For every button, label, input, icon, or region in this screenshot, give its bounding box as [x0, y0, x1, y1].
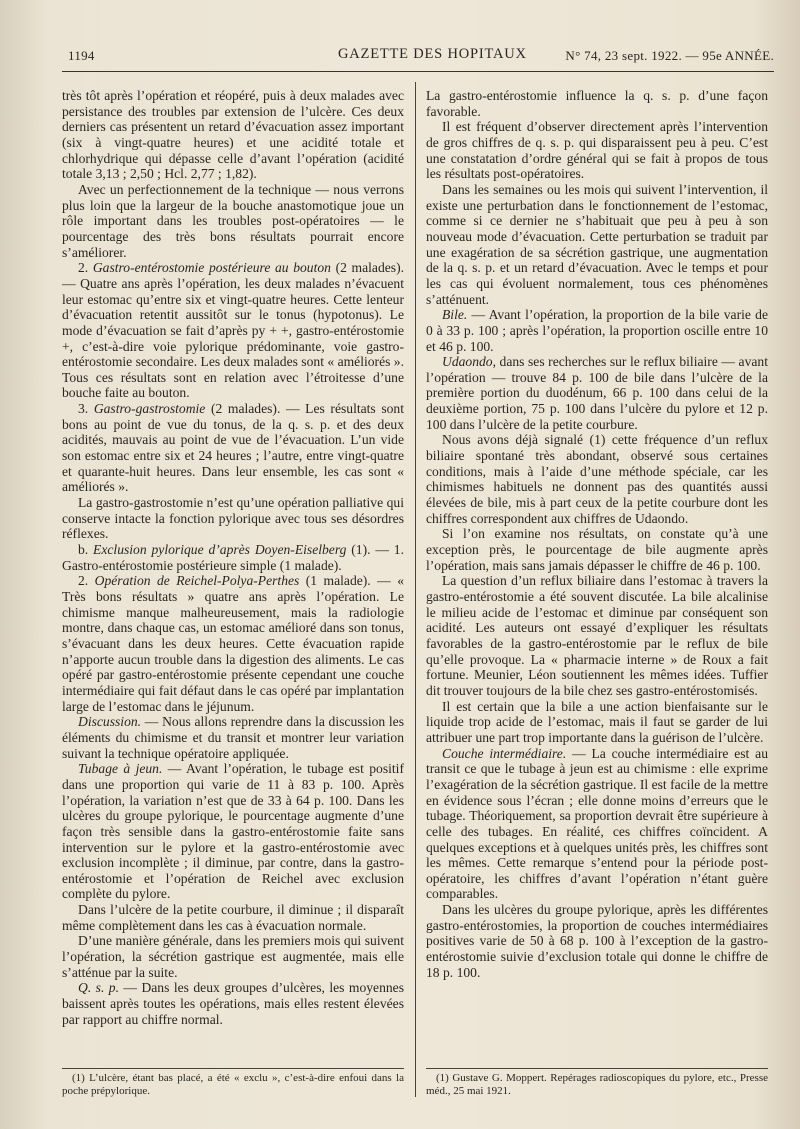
paragraph	[62, 902, 404, 933]
footnote-rule-left	[62, 1068, 404, 1069]
paragraph-text: La gastro-entérostomie influence la q. s. p. d’une façon favorable.	[426, 88, 768, 119]
paragraph	[62, 573, 404, 714]
paragraph-text: D’une manière générale, dans les premiers mois qui suivent l’opération, la sécrétion gastrique est augmentée, mais elle s’atténue par la suite.	[62, 933, 404, 980]
paragraph-text: (2 malades). — Les résultats sont bons au point de vue du tonus, de la q. s. p. et des deux acidités, mauvais au point de vue de l’évacuation. L’un vide son estomac entre six et 24 heures ; l’autre, entre vingt-quatre et quarante-huit heures. Dans leur ensemble, les cas sont « améliorés ».	[62, 401, 404, 495]
paragraph-text: Si l’on examine nos résultats, on constate qu’à une exception près, le pourcentage de bile augmente après l’opération, mais sans jamais dépasser le chiffre de 46 p. 100.	[426, 526, 768, 573]
paragraph	[62, 88, 404, 182]
paragraph-text: — La couche intermédiaire est au transit ce que le tubage à jeun est au chimisme : elle exprime l’exagération de la sécrétion gastrique. Il est facile de la mettre en évidence sous l’écran ; elle donne moins d’erreurs que le tubage. Théoriquement, sa proportion devrait être supérieure à celle des tubages. En réalité, ces chiffres coïncident. A quelques exceptions et à quelques unités près, les chiffres sont les mêmes. Cette remarque s’entend pour la période post-opératoire, les chiffres d’avant l’opération n’étant guère comparables.	[426, 745, 768, 902]
section-number: b.	[78, 542, 94, 558]
paragraph-text: Il est certain que la bile a une action bienfaisante sur le liquide trop acide de l’estomac, mais il faut se garder de lui attribuer une part trop importante dans la guérison de l’ulcère.	[426, 698, 768, 745]
paragraph	[62, 260, 404, 401]
paragraph	[426, 182, 768, 307]
section-heading: Opération de Reichel-Polya-Perthes	[94, 573, 300, 589]
paragraph	[426, 573, 768, 698]
paragraph-text: — Avant l’opération, le tubage est positif dans une proportion qui varie de 11 à 83 p. 100. Après l’opération, la variation n’est que de 33 à 64 p. 100. Dans les ulcères du groupe pylorique, le pourcentage augmente d’une façon très sensible dans la gastro-entérostomie faite sans intervention sur le pylore et la gastro-entérostomie avec exclusion incomplète ; il diminue, par contre, dans la gastro-entérostomie et l’opération de Reichel avec exclusion complète du pylore.	[62, 761, 404, 902]
paragraph	[426, 526, 768, 573]
journal-title: GAZETTE DES HOPITAUX	[338, 46, 527, 62]
page-number: 1194	[68, 48, 95, 63]
section-heading: Discussion.	[78, 714, 142, 730]
paragraph	[426, 432, 768, 526]
paragraph	[62, 933, 404, 980]
paragraph	[62, 761, 404, 902]
paragraph-text: Il est fréquent d’observer directement après l’intervention de gros chiffres de q. s. p. qui disparaissent peu à peu. C’est une constatation d’ordre général qui se fait à propos de tous les résultats post-opératoires.	[426, 119, 768, 182]
paragraph-text: très tôt après l’opération et réopéré, puis à deux malades avec persistance des troubles par extension de l’ulcère. Ces deux derniers cas présentent un retard d’évacuation assez important (six à vingt-quatre heures) et une acidité totale et chlorhydrique qui dépasse celle d’avant l’opération (acidité totale 3,13 ; 2,50 ; Hcl. 2,77 ; 1,82).	[62, 88, 404, 182]
header-rule	[62, 71, 774, 72]
paragraph	[62, 495, 404, 542]
left-column	[62, 88, 404, 1027]
section-heading: Tubage à jeun.	[78, 761, 163, 777]
paragraph	[62, 542, 404, 573]
paragraph-text: Avec un perfectionnement de la technique — nous verrons plus loin que la largeur de la bouche anastomotique joue un rôle important dans les troubles post-opératoires — le pourcentage des très bons résultats pourrait encore s’améliorer.	[62, 181, 404, 260]
paragraph-text: — Dans les deux groupes d’ulcères, les moyennes baissent après toutes les opérations, mais elles restent élevées par rapport au chiffre normal.	[62, 980, 404, 1027]
footnote-right	[426, 1072, 768, 1098]
paragraph-text: — Nous allons reprendre dans la discussion les éléments du chimisme et du transit et montrer leur variation suivant la technique opératoire appliquée.	[62, 714, 404, 761]
paragraph-text: Dans les ulcères du groupe pylorique, après les différentes gastro-entérostomies, la proportion de couches intermédiaires positives varie de 50 à 68 p. 100 à l’exception de la gastro-entérostomie suivie d’exclusion totale qui donne le chiffre de 18 p. 100.	[426, 902, 768, 980]
paragraph	[426, 307, 768, 354]
paragraph-text: — Avant l’opération, la proportion de la bile varie de 0 à 33 p. 100 ; après l’opération, la proportion oscille entre 10 et 46 p. 100.	[426, 307, 768, 354]
column-divider	[415, 82, 416, 1097]
footnote-left	[62, 1072, 404, 1098]
paragraph	[62, 182, 404, 260]
paragraph	[426, 902, 768, 980]
section-heading: Gastro-entérostomie postérieure au bouton	[92, 260, 331, 276]
paragraph	[426, 88, 768, 119]
footnote-right-text: (1) Gustave G. Moppert. Repérages radioscopiques du pylore, etc., Presse méd., 25 mai 1921.	[426, 1072, 768, 1097]
section-heading: Udaondo	[442, 354, 493, 370]
page-header	[62, 46, 774, 68]
paragraph-text: Dans les semaines ou les mois qui suivent l’intervention, il existe une perturbation dans le fonctionnement de l’estomac, comme si ce dernier ne s’habituait que peu à peu à son nouveau mode d’évacuation. Cette perturbation se traduit par une exagération de sa sécrétion gastrique, une augmentation de la q. s. p. et un retard d’évacuation. Avec le temps et pour les cas qui évoluent normalement, tous ces phénomènes s’atténuent.	[426, 181, 768, 307]
section-number: 3.	[78, 401, 94, 417]
section-heading: Gastro-gastrostomie	[93, 401, 206, 417]
issue-info: N° 74, 23 sept. 1922. — 95e ANNÉE.	[565, 48, 774, 63]
paragraph	[62, 401, 404, 495]
paragraph-text: Dans l’ulcère de la petite courbure, il diminue ; il disparaît même complètement dans les cas à évacuation normale.	[62, 902, 404, 933]
section-heading: Q. s. p.	[78, 980, 119, 996]
paragraph	[426, 699, 768, 746]
paragraph	[62, 980, 404, 1027]
paragraph-text: , dans ses recherches sur le reflux biliaire — avant l’opération — trouve 84 p. 100 de bile dans l’ulcère de la première portion du duodénum, 66 p. 100 dans celui de la deuxième portion, 75 p. 100 dans l’ulcère du pylore et 12 p. 100 dans l’ulcère de la petite courbure.	[426, 354, 768, 432]
section-number: 2.	[78, 573, 95, 589]
paragraph	[426, 119, 768, 182]
section-heading: Couche intermédiaire.	[442, 745, 567, 761]
paragraph-text: Nous avons déjà signalé (1) cette fréquence d’un reflux biliaire spontané très abondant, observé sous certaines conditions, mais à l’aide d’une méthode spéciale, car les chimismes habituels ne donnent pas des quantités aussi élevées de bile, mis à part ceux de la petite courbure dont les chiffres correspondent aux chiffres de Udaondo.	[426, 432, 768, 526]
paragraph	[426, 746, 768, 903]
paragraph-text: (1). — 1. Gastro-entérostomie postérieure simple (1 malade).	[62, 542, 405, 573]
section-heading: Exclusion pylorique d’après Doyen-Eiselberg	[93, 542, 347, 558]
right-column	[426, 88, 768, 980]
footnote-left-text: (1) L’ulcère, étant bas placé, a été « exclu », c’est-à-dire enfoui dans la poche prépylorique.	[62, 1072, 404, 1097]
paragraph-text: (2 malades). — Quatre ans après l’opération, les deux malades n’évacuent leur estomac qu’entre six et vingt-quatre heures. Cette lenteur d’évacuation retentit aussitôt sur le tonus (hypotonus). Le mode d’évacuation se fait d’après py + +, gastro-entérostomie +, c’est-à-dire voie pylorique prédominante, voie gastro-entérostomie secondaire. Les deux malades sont « améliorés ». Tous ces résultats sont en relation avec l’étroitesse d’une bouche faite au bouton.	[62, 260, 405, 401]
paragraph	[62, 714, 404, 761]
section-heading: Bile.	[442, 307, 468, 323]
footnote-rule-right	[426, 1068, 768, 1069]
paragraph	[426, 354, 768, 432]
section-number: 2.	[78, 260, 93, 276]
paragraph-text: La gastro-gastrostomie n’est qu’une opération palliative qui conserve intacte la fonction pylorique avec tous ses désordres réflexes.	[62, 495, 404, 542]
paragraph-text: (1 malade). — « Très bons résultats » quatre ans après l’opération. Le chimisme manque malheureusement, mais la radiologie montre, dans chaque cas, un estomac amélioré dans son tonus, s’évacuant dans les deux heures. Cette évacuation rapide n’apporte aucun trouble dans la digestion des aliments. Le cas opéré par gastro-entérostomie présente cependant une couche intermédiaire qui fait défaut dans le cas opéré par implantation large de l’estomac dans le jéjunum.	[62, 573, 404, 714]
paragraph-text: La question d’un reflux biliaire dans l’estomac à travers la gastro-entérostomie a été souvent discutée. La bile alcalinise le milieu acide de l’estomac et diminue par conséquent son acidité. Les auteurs ont essayé d’expliquer les résultats favorables de la gastro-entérostomie par le reflux de bile qu’elle provoque. La « pharmacie interne » de Roux a fait fortune. Meunier, Léon soutiennent les mêmes idées. Tuffier dit trouver toujours de la bile chez ses gastro-entérostomisés.	[426, 573, 768, 698]
